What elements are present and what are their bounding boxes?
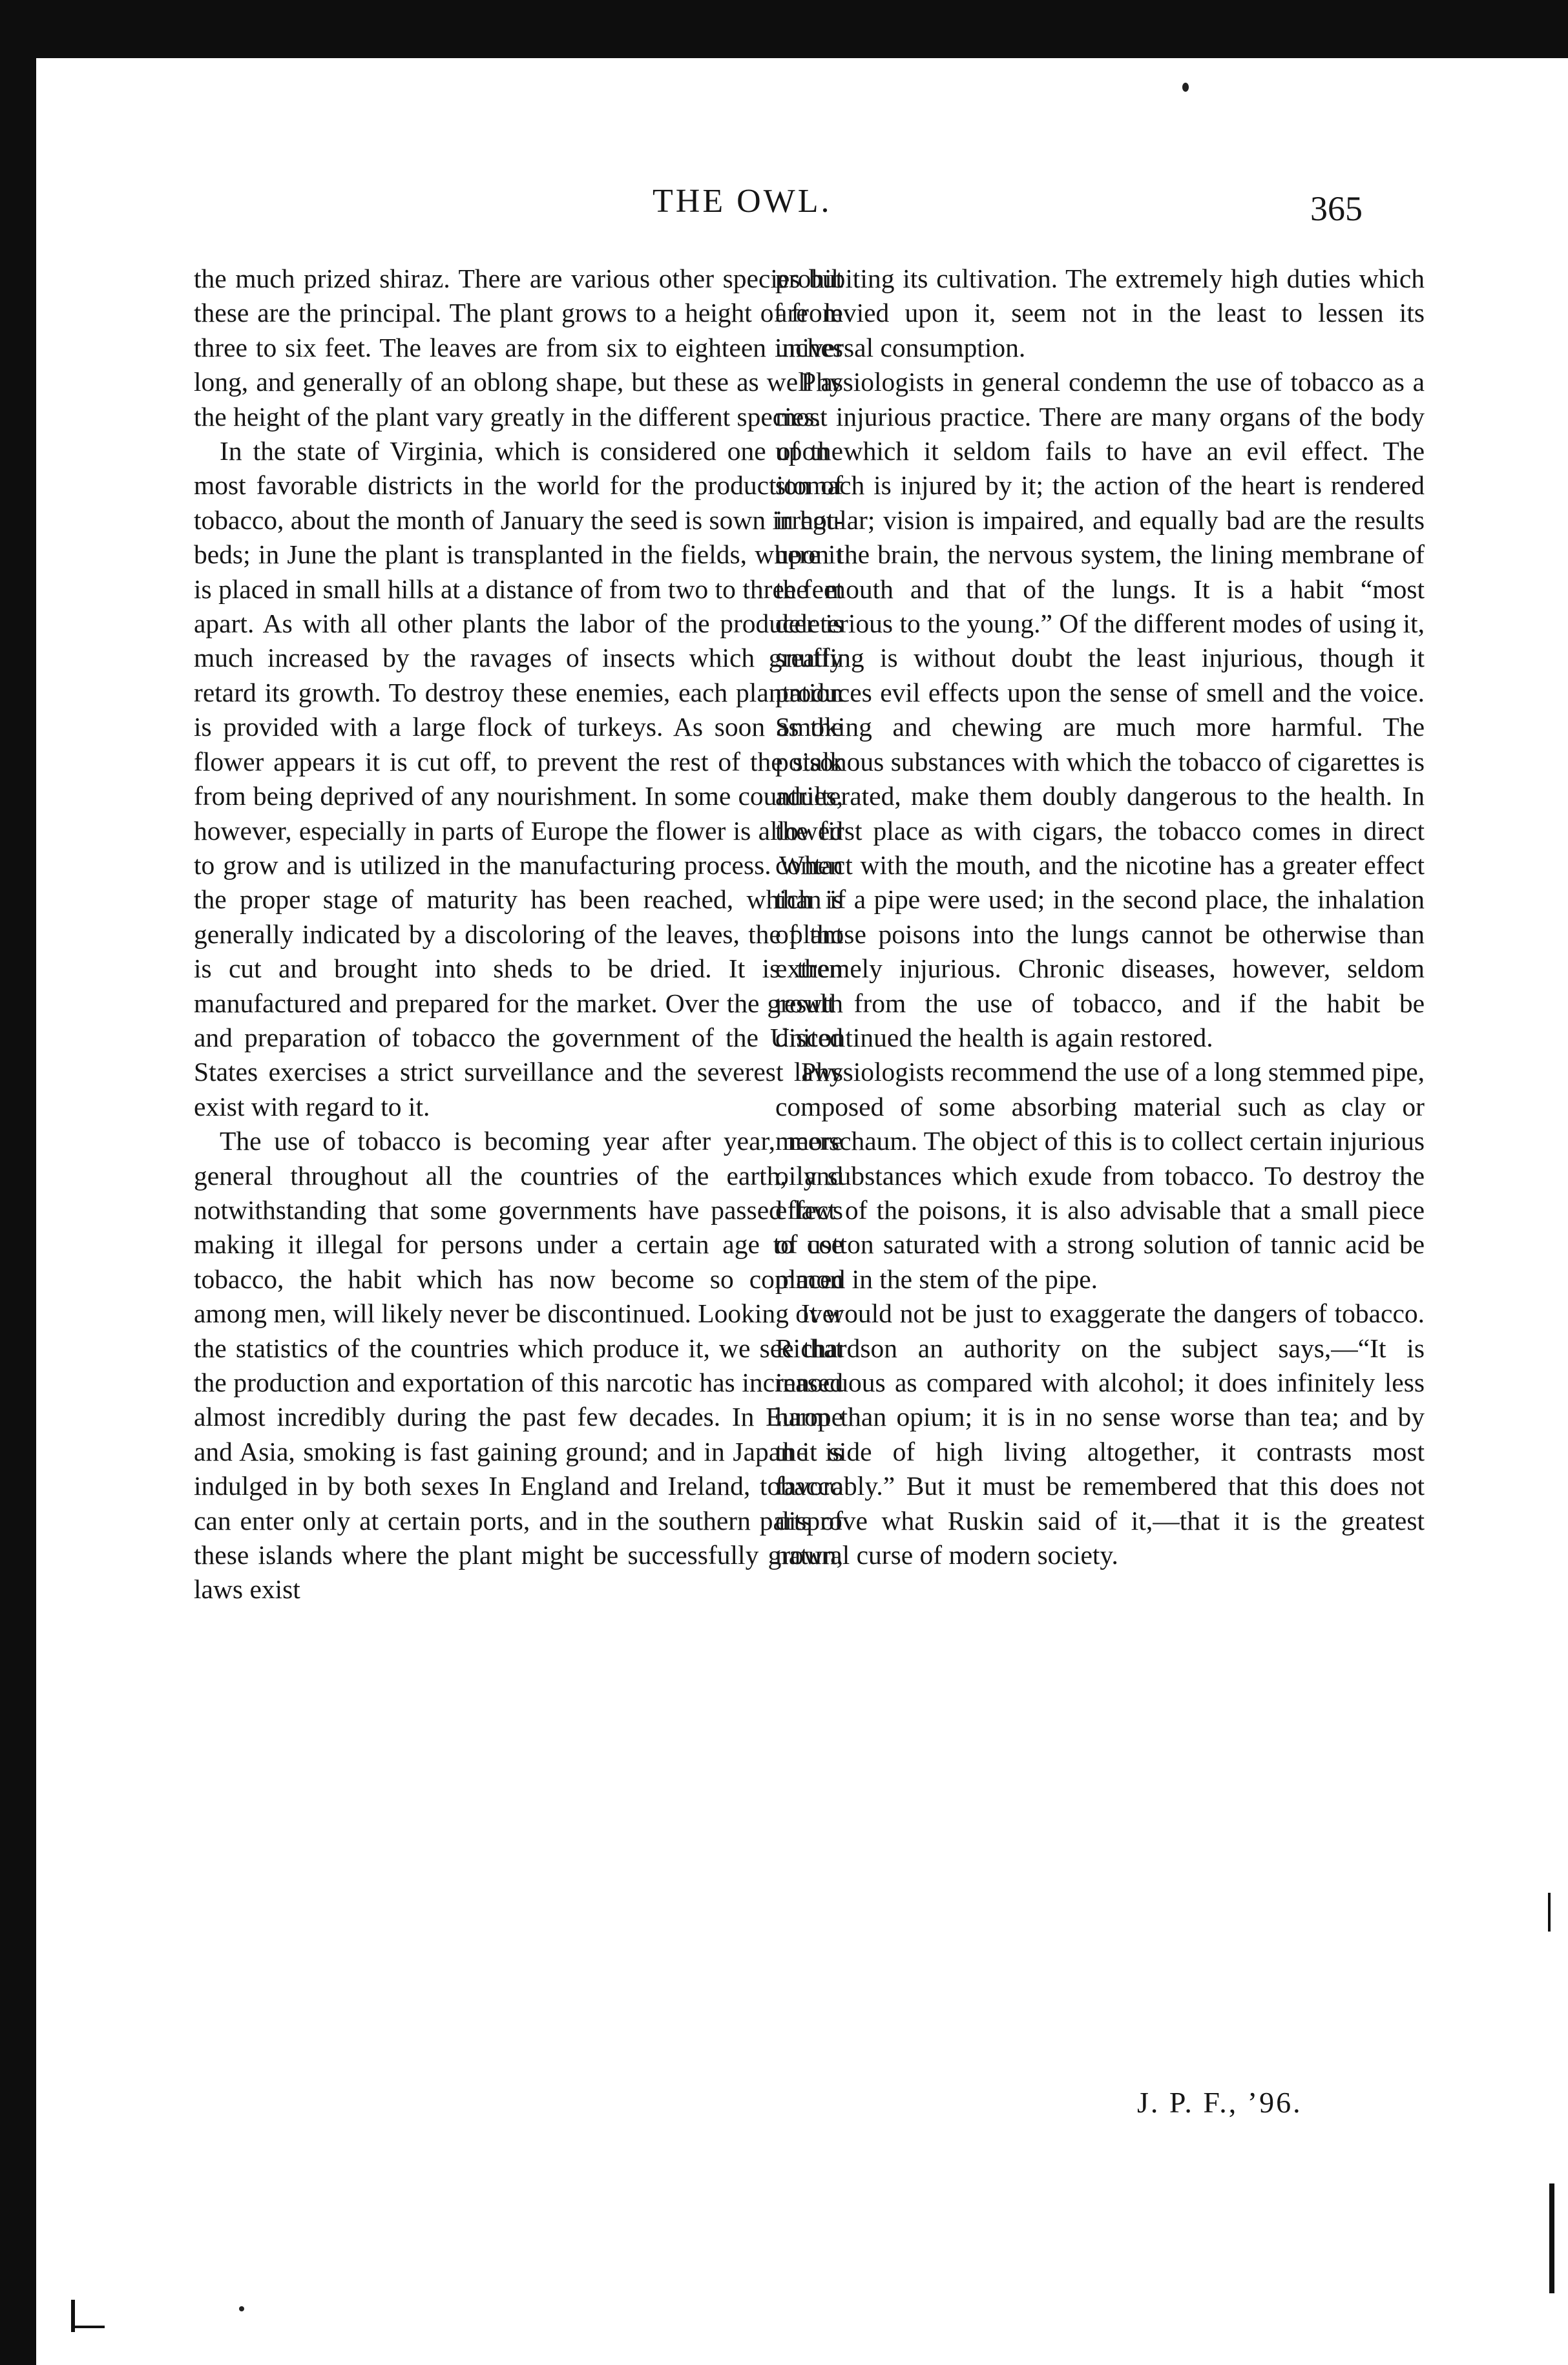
scan-border-top — [0, 0, 1568, 58]
scan-edge-mark — [1549, 2183, 1554, 2293]
scan-speck — [239, 2306, 244, 2311]
paragraph: Physiologists recommend the use of a long stemmed pipe, composed of some absorbing material such as clay or meerschaum. The object of this is to collect certain injurious oily substances which exude from tobacco. To destroy the effect of the poisons, it is also advisable that a small piece of cotton saturated with a strong solution of tannic acid be placed in the stem of the pipe. — [775, 1057, 1425, 1294]
paragraph: In the state of Virginia, which is considered one of the most favorable districts in the world for the production of tobacco, about the month of January the seed is sown in hot-beds; in June the plant is transplanted in the fields, where it is placed in small hills at a distance of from two to three feet apart. As with all other plants the labor of the producer is much increased by the ravages of insects which greatly retard its growth. To destroy these enemies, each plantation is provided with a large flock of turkeys. As soon as the flower appears it is cut off, to prevent the rest of the stalk from being deprived of any nourishment. In some countries, however, especially in parts of Europe the flower is allowed to grow and is utilized in the manufacturing process. When the proper stage of maturity has been reached, which is generally indicated by a discoloring of the leaves, the plant is cut and brought into sheds to be dried. It is then manufactured and prepared for the market. Over the growth and preparation of tobacco the government of the United States exercises a strict surveillance and the severest laws exist with regard to it. — [194, 436, 843, 1121]
right-column — [775, 262, 1425, 1572]
paragraph: It would not be just to exaggerate the dangers of tobacco. Richardson an authority on the subject says,—“It is innocuous as compared with alcohol; it does infinitely less harm than opium; it is in no sense worse than tea; and by the side of high living altogether, it contrasts most favorably.” But it must be remembered that this does not disprove what Ruskin said of it,—that it is the greatest natural curse of modern society. — [775, 1298, 1425, 1570]
scan-edge-mark — [75, 2326, 105, 2328]
paragraph: The use of tobacco is becoming year after year, more general throughout all the countries of the earth, and notwithstanding that some governments have passed laws making it illegal for persons under a certain age to use tobacco, the habit which has now become so common among men, will likely never be discontinued. Looking over the statistics of the countries which produce it, we see that the production and exportation of this narcotic has increased almost incredibly during the past few decades. In Europe and Asia, smoking is fast gaining ground; and in Japan it is indulged in by both sexes In England and Ireland, tobacco can enter only at certain ports, and in the southern parts of these islands where the plant might be successfully grown, laws exist — [194, 1126, 843, 1605]
page-number: 365 — [1310, 189, 1363, 228]
scan-edge-mark — [1548, 1893, 1551, 1932]
author-signature: J. P. F., ’96. — [1137, 2086, 1302, 2119]
left-column — [194, 262, 843, 1607]
scan-speck — [1182, 83, 1189, 92]
running-header: THE OWL. — [653, 183, 832, 220]
paragraph: Physiologists in general condemn the use of tobacco as a most injurious practice. There are many organs of the body upon which it seldom fails to have an evil effect. The stomach is injured by it; the action of the heart is rendered irregular; vision is impaired, and equally bad are the results upon the brain, the nervous system, the lining membrane of the mouth and that of the lungs. It is a habit “most deleterious to the young.” Of the different modes of using it, snuffing is without doubt the least injurious, though it produces evil effects upon the sense of smell and the voice. Smoking and chewing are much more harmful. The poisonous substances with which the tobacco of cigarettes is adulterated, make them doubly dangerous to the health. In the first place as with cigars, the tobacco comes in direct contact with the mouth, and the nicotine has a greater effect than if a pipe were used; in the second place, the inhalation of those poisons into the lungs cannot be otherwise than extremely injurious. Chronic diseases, however, seldom result from the use of tobacco, and if the habit be discontinued the health is again restored. — [775, 367, 1425, 1052]
scan-border-left — [0, 0, 36, 2365]
paragraph: the much prized shiraz. There are various other species but these are the principal. The plant grows to a height of from three to six feet. The leaves are from six to eighteen inches long, and generally of an oblong shape, but these as well as the height of the plant vary greatly in the different species. — [194, 264, 843, 432]
paragraph: prohibiting its cultivation. The extremely high duties which are levied upon it, seem not in the least to lessen its universal consumption. — [775, 264, 1425, 362]
